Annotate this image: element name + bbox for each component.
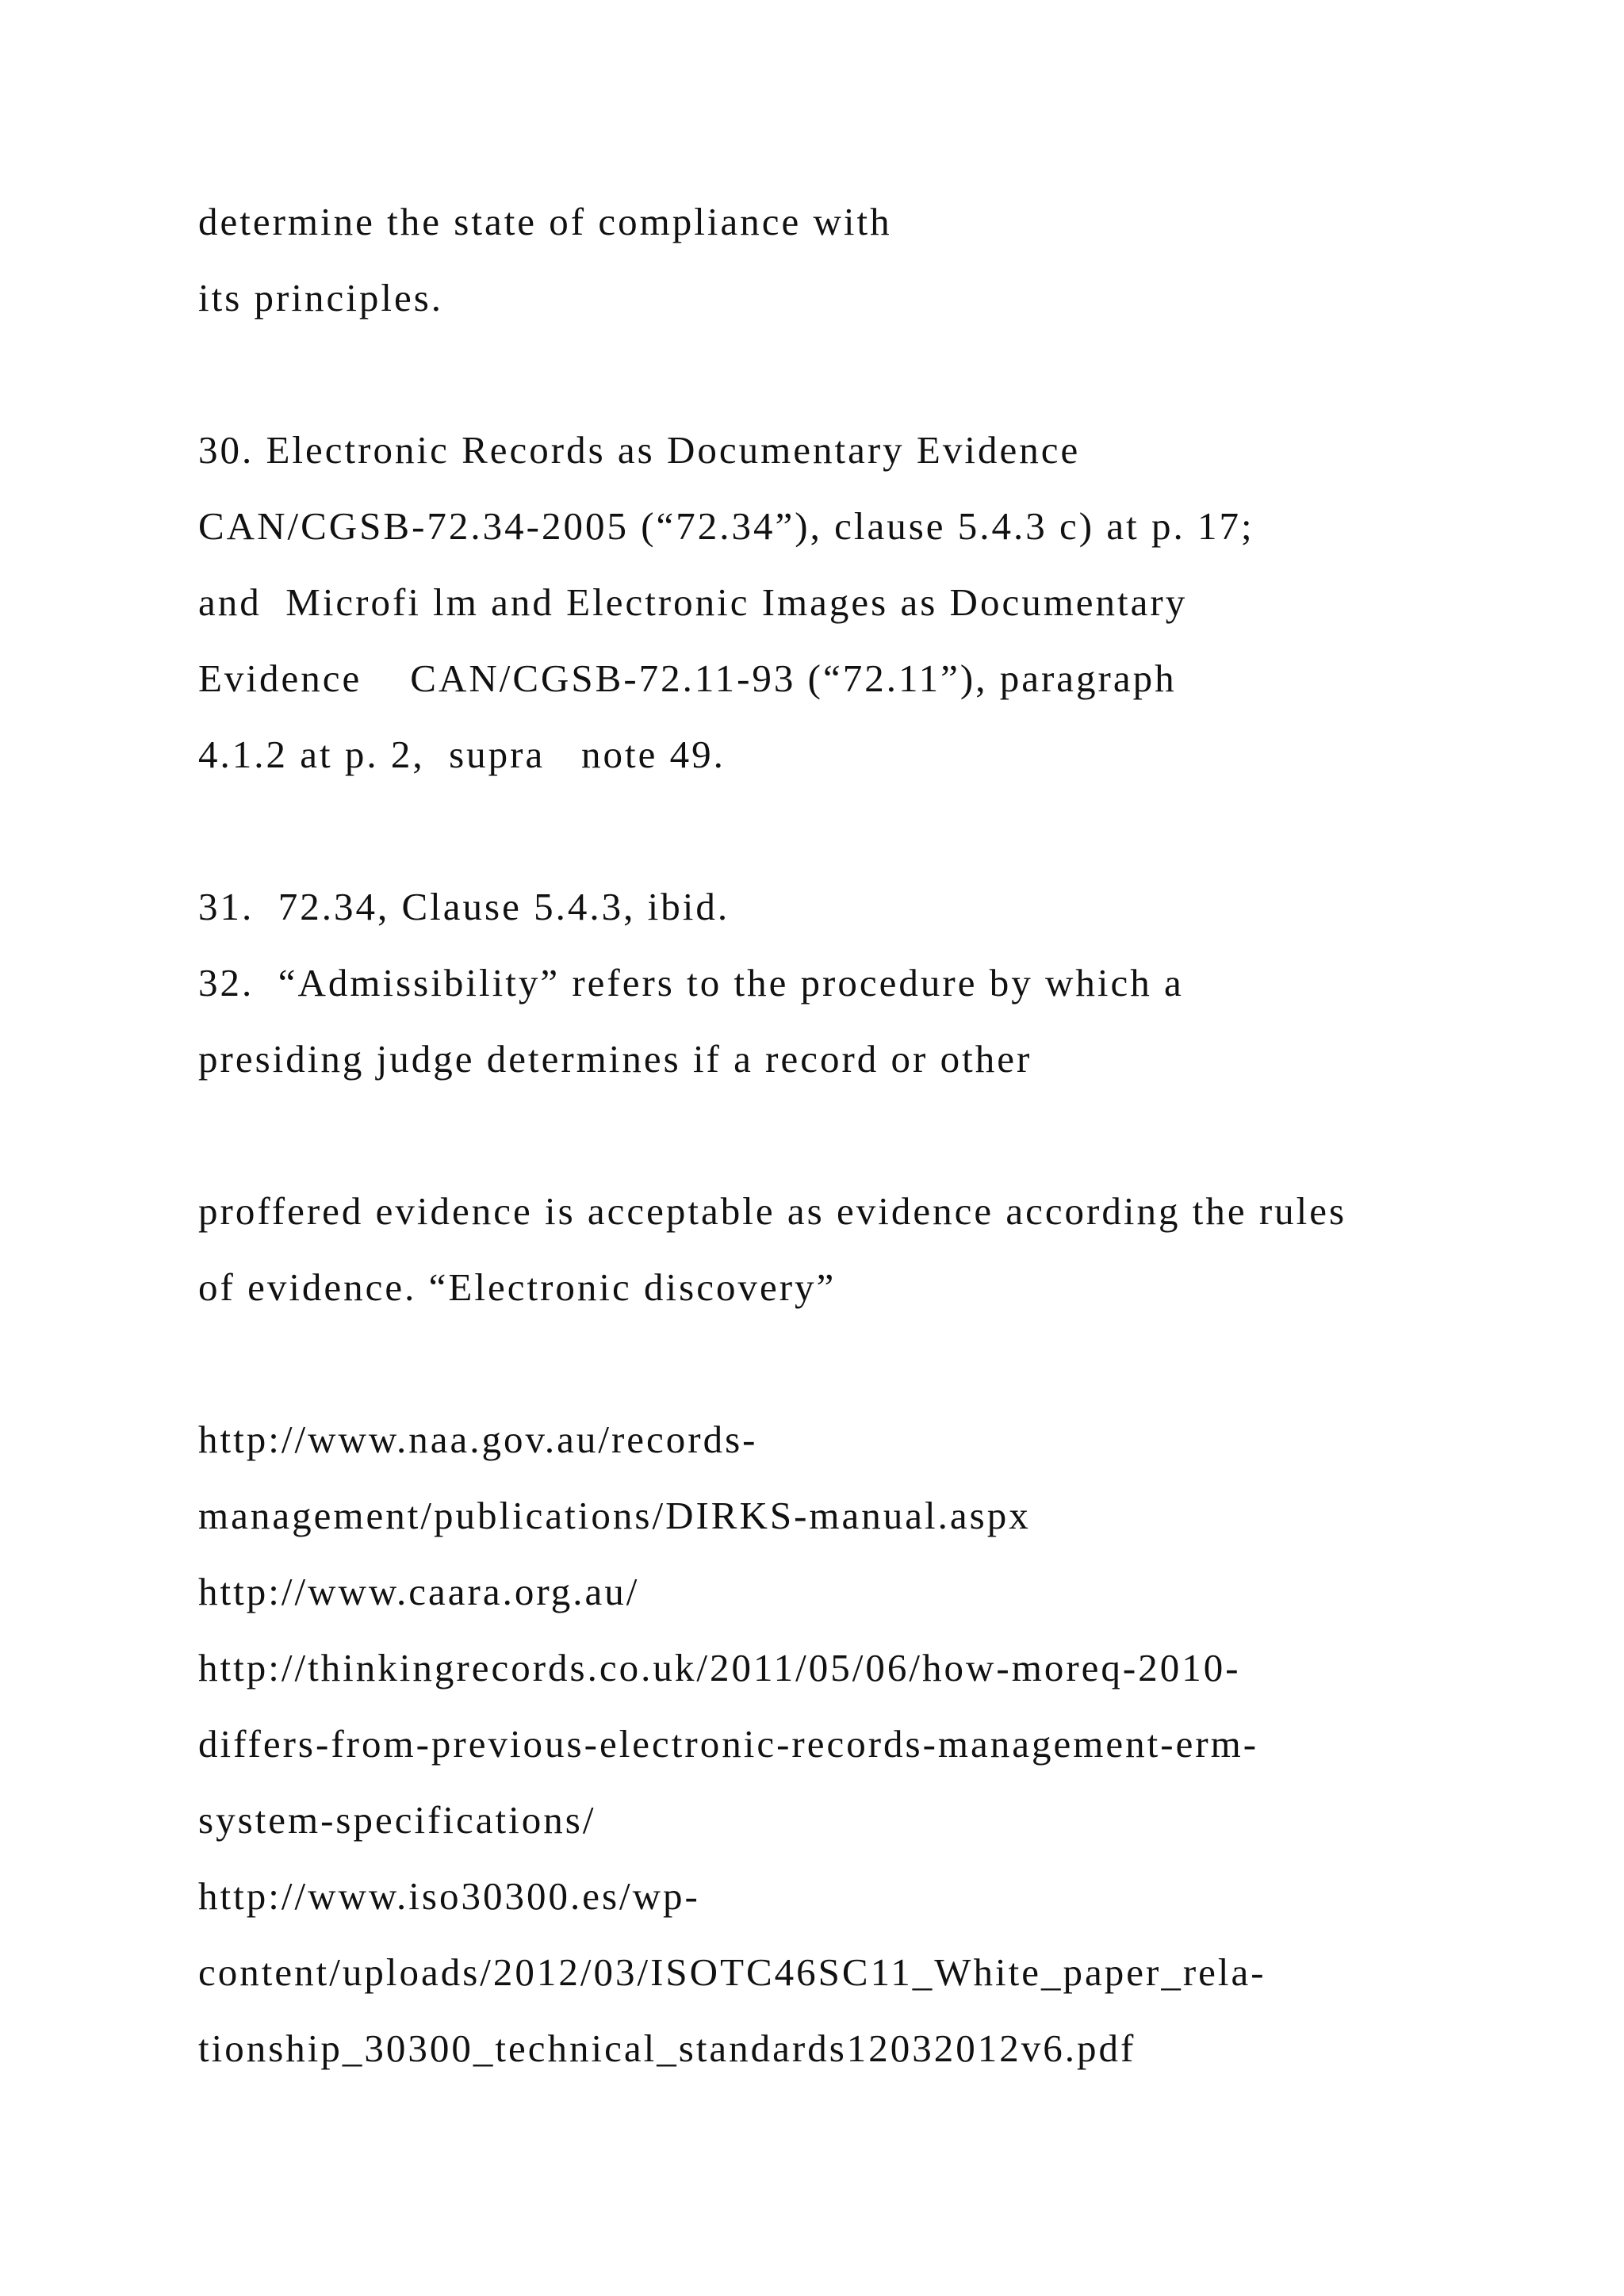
url-caara: http://www.caara.org.au/ xyxy=(198,1570,640,1613)
url-iso30300-line: http://www.iso30300.es/wp- xyxy=(198,1874,700,1918)
url-iso30300-line: content/uploads/2012/03/ISOTC46SC11_White_paper_rela- xyxy=(198,1950,1266,1994)
footnote-30-line: and Microfi lm and Electronic Images as Documentary xyxy=(198,580,1188,624)
text-line-electronic-discovery: of evidence. “Electronic discovery” xyxy=(198,1265,837,1309)
url-thinkingrecords-line: system-specifications/ xyxy=(198,1798,596,1842)
footnote-30-line: 4.1.2 at p. 2, supra note 49. xyxy=(198,733,726,776)
footnote-30-line: Evidence CAN/CGSB-72.11-93 (“72.11”), paragraph xyxy=(198,656,1177,700)
url-naa-line: http://www.naa.gov.au/records- xyxy=(198,1418,758,1461)
text-line-compliance: determine the state of compliance with xyxy=(198,200,892,243)
footnote-31: 31. 72.34, Clause 5.4.3, ibid. xyxy=(198,885,730,928)
text-line-proffered-evidence: proffered evidence is acceptable as evidence according the rules xyxy=(198,1189,1347,1233)
url-thinkingrecords-line: http://thinkingrecords.co.uk/2011/05/06/how-moreq-2010- xyxy=(198,1646,1241,1689)
footnote-30-heading: 30. Electronic Records as Documentary Evidence xyxy=(198,428,1081,472)
footnote-30-line: CAN/CGSB-72.34-2005 (“72.34”), clause 5.4.3 c) at p. 17; xyxy=(198,504,1254,548)
url-iso30300-line: tionship_30300_technical_standards12032012v6.pdf xyxy=(198,2026,1136,2070)
url-thinkingrecords-line: differs-from-previous-electronic-records-management-erm- xyxy=(198,1722,1259,1766)
footnote-32-line: presiding judge determines if a record or other xyxy=(198,1037,1032,1081)
text-line-principles: its principles. xyxy=(198,276,444,320)
url-naa-line: management/publications/DIRKS-manual.aspx xyxy=(198,1494,1031,1537)
footnote-32-heading: 32. “Admissibility” refers to the procedure by which a xyxy=(198,961,1184,1004)
